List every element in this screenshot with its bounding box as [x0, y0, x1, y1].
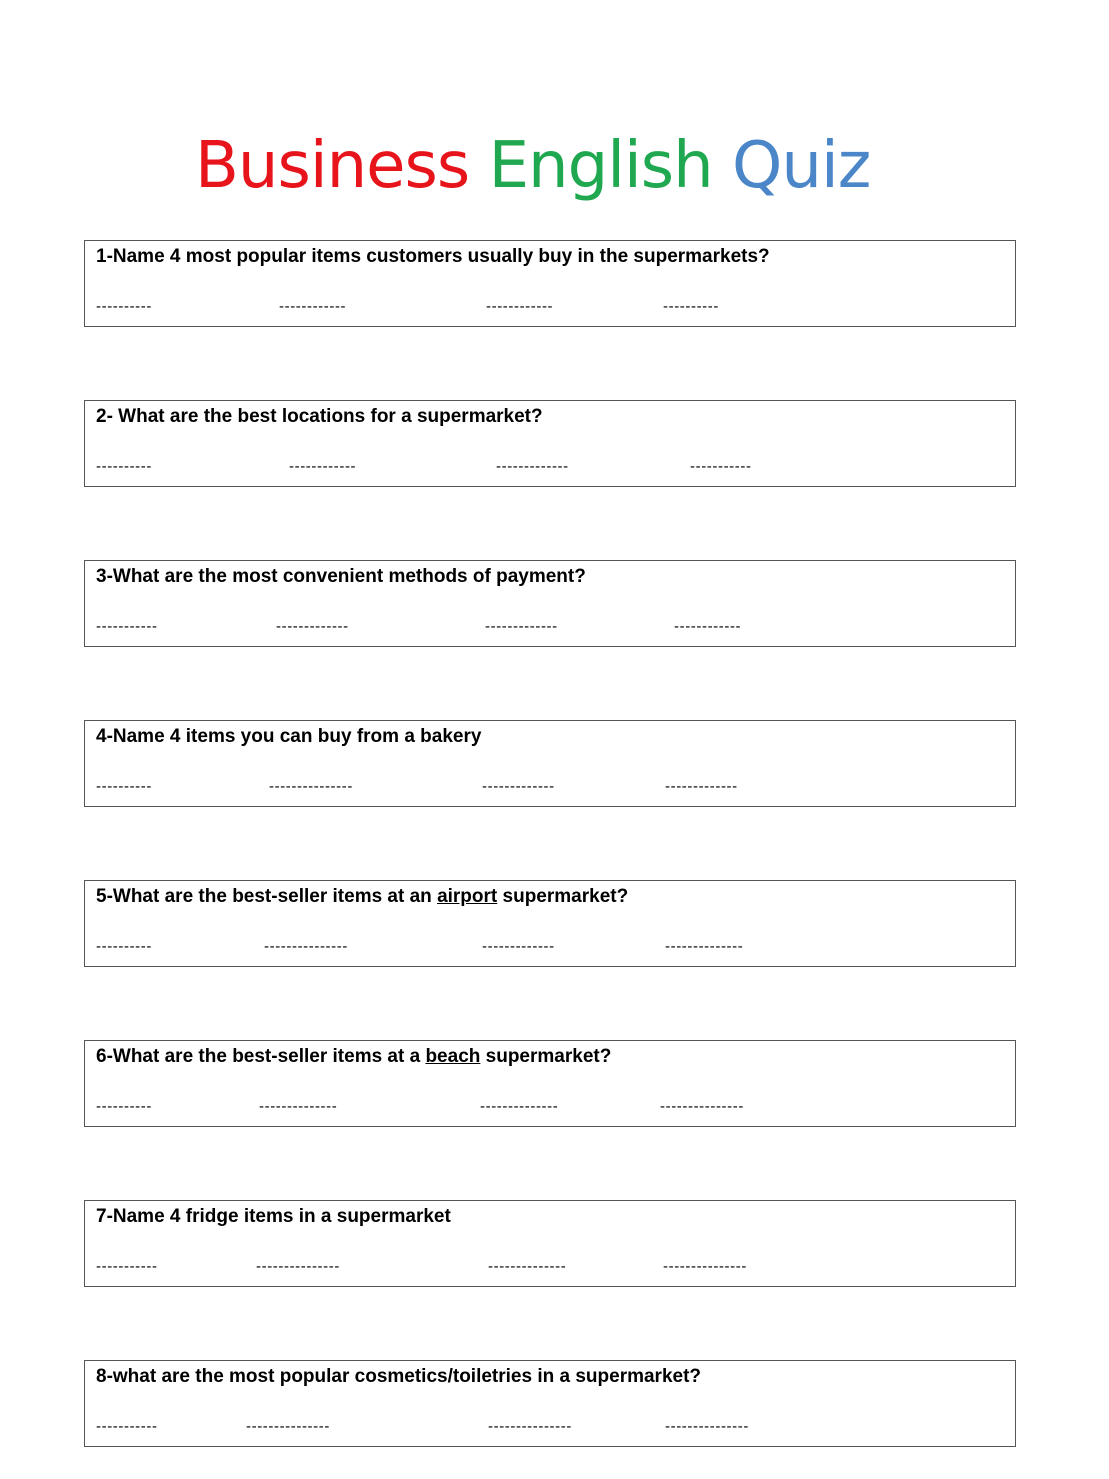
- answer-blank-5-1[interactable]: ----------: [96, 938, 152, 955]
- answer-blank-2-4[interactable]: -----------: [690, 458, 752, 475]
- underlined-keyword-beach: beach: [425, 1046, 481, 1067]
- answer-blank-1-4[interactable]: ----------: [663, 298, 719, 315]
- answer-blank-8-2[interactable]: ---------------: [246, 1418, 330, 1435]
- question-box-7: [84, 1200, 1016, 1287]
- question-text-1: [96, 245, 770, 269]
- answer-blank-4-3[interactable]: -------------: [482, 778, 555, 795]
- question-text-2: [96, 405, 543, 429]
- question-text-part: supermarket?: [497, 886, 629, 907]
- question-text-5: [96, 885, 628, 909]
- title-word-quiz: Quiz: [732, 129, 871, 203]
- answer-blank-7-4[interactable]: ---------------: [663, 1258, 747, 1275]
- answer-blank-1-3[interactable]: ------------: [486, 298, 554, 315]
- answer-blank-6-1[interactable]: ----------: [96, 1098, 152, 1115]
- answer-blank-3-4[interactable]: ------------: [674, 618, 742, 635]
- answer-blank-8-4[interactable]: ---------------: [665, 1418, 749, 1435]
- question-text-part: 3-What are the most convenient methods of payment?: [96, 566, 586, 587]
- answer-blank-6-3[interactable]: --------------: [480, 1098, 559, 1115]
- question-text-part: 4-Name 4 items you can buy from a bakery: [96, 726, 482, 747]
- page-title: [195, 128, 870, 204]
- question-box-6: [84, 1040, 1016, 1127]
- answer-blank-8-1[interactable]: -----------: [96, 1418, 158, 1435]
- question-text-8: [96, 1365, 701, 1389]
- title-word-business: Business: [195, 129, 470, 203]
- answer-blank-1-2[interactable]: ------------: [279, 298, 347, 315]
- answer-blank-7-3[interactable]: --------------: [488, 1258, 567, 1275]
- answer-blank-5-4[interactable]: --------------: [665, 938, 744, 955]
- answer-blank-2-3[interactable]: -------------: [496, 458, 569, 475]
- answer-blank-8-3[interactable]: ---------------: [488, 1418, 572, 1435]
- question-text-4: [96, 725, 481, 749]
- question-text-6: [96, 1045, 611, 1069]
- question-text-part: 1-Name 4 most popular items customers usually buy in the supermarkets?: [96, 246, 770, 267]
- answer-blank-3-1[interactable]: -----------: [96, 618, 158, 635]
- question-box-5: [84, 880, 1016, 967]
- answer-blank-7-2[interactable]: ---------------: [256, 1258, 340, 1275]
- question-text-part: 8-what are the most popular cosmetics/toiletries in a supermarket?: [96, 1366, 702, 1387]
- title-word-english: English: [488, 129, 713, 203]
- question-text-3: [96, 565, 586, 589]
- underlined-keyword-airport: airport: [437, 886, 498, 907]
- question-box-8: [84, 1360, 1016, 1447]
- question-text-7: [96, 1205, 451, 1229]
- question-text-part: 6-What are the best-seller items at a: [96, 1046, 426, 1067]
- answer-blank-4-2[interactable]: ---------------: [269, 778, 353, 795]
- question-box-4: [84, 720, 1016, 807]
- answer-blank-3-2[interactable]: -------------: [276, 618, 349, 635]
- answer-blank-5-2[interactable]: ---------------: [264, 938, 348, 955]
- question-text-part: supermarket?: [480, 1046, 612, 1067]
- question-box-3: [84, 560, 1016, 647]
- answer-blank-4-4[interactable]: -------------: [665, 778, 738, 795]
- answer-blank-6-4[interactable]: ---------------: [660, 1098, 744, 1115]
- question-text-part: 2- What are the best locations for a supermarket?: [96, 406, 543, 427]
- question-text-part: 5-What are the best-seller items at an: [96, 886, 438, 907]
- answer-blank-2-1[interactable]: ----------: [96, 458, 152, 475]
- answer-blank-7-1[interactable]: -----------: [96, 1258, 158, 1275]
- question-box-2: [84, 400, 1016, 487]
- answer-blank-2-2[interactable]: ------------: [289, 458, 357, 475]
- answer-blank-1-1[interactable]: ----------: [96, 298, 152, 315]
- answer-blank-4-1[interactable]: ----------: [96, 778, 152, 795]
- answer-blank-5-3[interactable]: -------------: [482, 938, 555, 955]
- question-text-part: 7-Name 4 fridge items in a supermarket: [96, 1206, 451, 1227]
- answer-blank-3-3[interactable]: -------------: [485, 618, 558, 635]
- question-box-1: [84, 240, 1016, 327]
- answer-blank-6-2[interactable]: --------------: [259, 1098, 338, 1115]
